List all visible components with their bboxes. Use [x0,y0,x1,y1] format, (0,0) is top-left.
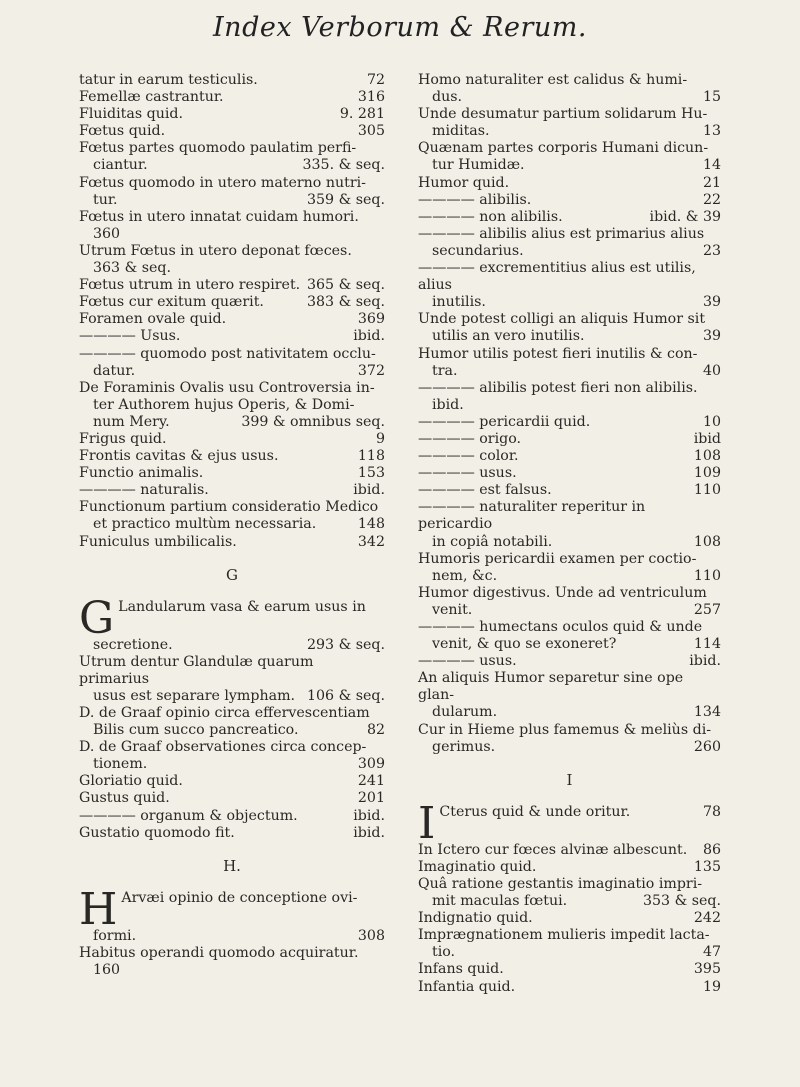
index-entry [418,619,721,636]
index-entry [418,89,721,106]
page-ref: 395 [693,961,721,978]
index-entry [418,797,721,849]
page-ref: 241 [357,773,385,790]
entry-text: An aliquis Humor separetur sine ope glan- [418,670,684,704]
entry-text: Utrum dentur Glandulæ quarum primarius [79,653,314,687]
page-ref: 305 [357,123,385,140]
index-entry [79,277,385,294]
entry-text: ———— usus. [418,653,517,670]
entry-text: ———— non alibilis. [418,208,563,225]
entry-text: venit. [432,601,473,618]
index-entry [418,636,721,653]
entry-text: Quâ ratione gestantis imaginatio impri- [418,875,703,892]
index-entry [79,226,385,243]
index-entry [418,123,721,140]
index-entry [418,260,721,294]
entry-text: datur. [93,362,136,379]
g-entries [79,592,385,842]
index-entry [418,893,721,910]
entry-text: Functio animalis. [79,465,204,482]
entry-text: Gustatio quomodo fit. [79,824,235,841]
index-entry [79,945,385,962]
entry-text: Gloriatio quid. [79,773,183,790]
index-entry [79,688,385,705]
i-entries [418,797,721,996]
entry-text: utilis an vero inutilis. [432,328,585,345]
page-ref: 135 [693,858,721,875]
page-ref: 86 [702,841,721,858]
index-entry [79,209,385,226]
index-entry [79,175,385,192]
entry-text: Gustus quid. [79,790,170,807]
index-entry [418,140,721,157]
entry-text: ibid. [432,396,464,413]
page-ref: 39 [702,294,721,311]
page-ref: 21 [702,174,721,191]
index-entry [79,883,385,935]
index-entry [79,516,385,533]
running-head: Index Verborum & Rerum. [213,12,587,43]
entry-text: Bilis cum succo pancreatico. [93,722,299,739]
entry-text: tur Humidæ. [432,157,525,174]
index-entry [79,363,385,380]
index-entry [79,380,385,397]
index-entry [79,260,385,277]
index-entry [79,773,385,790]
entry-text: Fluiditas quid. [79,106,183,123]
page-ref: 359 & seq. [307,191,385,208]
page-ref: 82 [366,722,385,739]
page-ref: 257 [693,601,721,618]
index-entry [418,499,721,533]
entry-text: Unde potest colligi an aliquis Humor sit [418,311,706,328]
left-column [79,72,385,979]
entry-text: ———— organum & objectum. [79,807,298,824]
entry-text: formi. [93,927,137,944]
page-ref: 110 [693,482,721,499]
index-entry [418,106,721,123]
entry-text: Humor digestivus. Unde ad ventriculum [418,584,707,601]
index-entry [79,825,385,842]
index-entry [79,808,385,825]
index-entry [418,209,721,226]
entry-text: Arvæi opinio de conceptione ovi- [121,889,358,906]
index-entry [418,175,721,192]
entry-text: Humor quid. [418,174,510,191]
page-ref: 114 [693,636,721,653]
entry-text: Homo naturaliter est calidus & humi- [418,72,688,88]
page-ref: 342 [357,533,385,550]
index-entry [418,927,721,944]
index-entry [79,243,385,260]
page-ref: 72 [366,72,385,88]
entry-text: Humor utilis potest fieri inutilis & con- [418,345,698,362]
entry-text: Fœtus cur exitum quærit. [79,294,264,311]
index-entry [418,363,721,380]
index-entry [418,876,721,893]
index-entry [79,346,385,363]
page-ref: 308 [357,927,385,944]
page-ref: 10 [702,413,721,430]
entry-text: tionem. [93,756,148,773]
entry-text: Cterus quid & unde oritur. [439,803,631,820]
index-entry [79,739,385,756]
page-ref: 335. & seq. [302,157,385,174]
index-entry [79,592,385,644]
index-entry [418,311,721,328]
entry-text: ———— est falsus. [418,482,552,499]
page-ref: 39 [702,328,721,345]
entry-text: De Foraminis Ovalis usu Controversia in- [79,379,375,396]
entry-text: dularum. [432,704,498,721]
entry-text: secundarius. [432,242,524,259]
entry-text: D. de Graaf observationes circa concep- [79,739,367,756]
entry-text: Infantia quid. [418,978,516,995]
index-entry [418,226,721,243]
entry-text: Imprægnationem mulieris impedit lacta- [418,927,710,944]
page-ref: ibid [693,430,721,447]
page-ref: 134 [693,704,721,721]
entry-text: in copiâ notabili. [432,533,553,550]
index-entry [418,739,721,756]
index-entry [79,89,385,106]
index-entry [418,448,721,465]
page-ref: 9 [375,430,385,447]
page-ref: 22 [702,191,721,208]
left-entries [79,72,385,551]
index-entry [79,72,385,89]
index-entry [418,380,721,397]
entry-text: In Ictero cur fœces alvinæ albescunt. [418,841,688,858]
index-entry [79,106,385,123]
page-ref: 399 & omnibus seq. [241,413,385,430]
entry-text: tatur in earum testiculis. [79,72,258,88]
drop-initial: I [418,797,436,849]
entry-text: ———— naturaliter reperitur in pericardio [418,499,646,533]
index-entry [418,294,721,311]
index-entry [418,551,721,568]
page-ref: 109 [693,465,721,482]
index-entry [418,653,721,670]
index-entry [79,499,385,516]
page-ref: 110 [693,567,721,584]
index-entry [418,979,721,996]
index-entry [418,910,721,927]
entry-text: inutilis. [432,294,486,311]
entry-text: ———— humectans oculos quid & unde [418,619,703,635]
index-entry [79,705,385,722]
entry-text: tra. [432,362,458,379]
entry-text: 363 & seq. [93,260,171,277]
page-ref: 153 [357,465,385,482]
index-entry [79,192,385,209]
entry-text: ———— color. [418,448,519,465]
index-entry [79,311,385,328]
index-entry [418,482,721,499]
page-ref: 40 [702,362,721,379]
page-ref: 108 [693,448,721,465]
index-entry [418,704,721,721]
index-entry [418,670,721,704]
index-entry [79,328,385,345]
index-entry [79,431,385,448]
index-entry [418,192,721,209]
entry-text: Foramen ovale quid. [79,311,227,328]
index-entry [418,72,721,89]
page-ref: 365 & seq. [307,277,385,294]
page-ref: 242 [693,910,721,927]
page-ref: ibid. [353,328,385,345]
page-ref: 372 [357,362,385,379]
index-entry [79,448,385,465]
index-entry [418,431,721,448]
entry-text: Fœtus quid. [79,123,166,140]
page-ref: 260 [693,738,721,755]
right-column [418,72,721,996]
index-entry [79,928,385,945]
page-ref: 118 [357,448,385,465]
entry-text: et practico multùm necessaria. [93,516,317,533]
entry-text: miditas. [432,123,490,140]
page-ref: 293 & seq. [307,636,385,653]
page-ref: 316 [357,89,385,106]
entry-text: ———— alibilis potest fieri non alibilis. [418,379,698,396]
page-ref: 47 [702,944,721,961]
entry-text: Femellæ castrantur. [79,89,224,106]
entry-text: D. de Graaf opinio circa effervescentiam [79,705,370,721]
drop-initial: G [79,592,115,644]
index-entry [79,637,385,654]
entry-text: mit maculas fœtui. [432,893,568,910]
section-letter-h: H. [223,856,241,875]
index-entry [79,140,385,157]
index-entry [79,397,385,414]
index-entry [79,294,385,311]
index-entry [79,123,385,140]
index-entry [79,534,385,551]
entry-text: ciantur. [93,157,148,174]
index-entry [418,534,721,551]
page-ref: 201 [357,790,385,807]
entry-text: ter Authorem hujus Operis, & Domi- [93,396,355,413]
index-entry [418,328,721,345]
page-ref: ibid. [353,482,385,499]
entry-text: Imaginatio quid. [418,858,537,875]
page-ref: 383 & seq. [307,294,385,311]
entry-text: Fœtus quomodo in utero materno nutri- [79,174,366,191]
index-entry [79,482,385,499]
section-letter-g: G [226,565,238,584]
index-entry [418,568,721,585]
index-entry [418,585,721,602]
page-ref: ibid. & 39 [649,208,721,225]
index-entry [418,722,721,739]
entry-text: Quænam partes corporis Humani dicun- [418,140,709,157]
entry-text: venit, & quo se exoneret? [432,636,617,653]
page-ref: 106 & seq. [307,687,385,704]
index-entry [418,243,721,260]
entry-text: ———— pericardii quid. [418,413,591,430]
entry-text: Infans quid. [418,961,504,978]
index-entry [79,722,385,739]
entry-text: 160 [93,961,121,978]
entry-text: 360 [93,225,121,242]
entry-text: Unde desumatur partium solidarum Hu- [418,106,708,123]
page-ref: 108 [693,533,721,550]
entry-text: Frontis cavitas & ejus usus. [79,448,279,465]
page-ref: 78 [702,803,721,820]
entry-text: tio. [432,944,456,961]
entry-text: Funiculus umbilicalis. [79,533,237,550]
index-entry [418,157,721,174]
section-letter-i: I [566,770,573,789]
index-entry [418,346,721,363]
entry-text: Landularum vasa & earum usus in [118,598,366,615]
index-entry [79,654,385,688]
index-entry [418,602,721,619]
entry-text: Fœtus in utero innatat cuidam humori. [79,208,359,225]
page-ref: 15 [702,89,721,106]
page-ref: 9. 281 [339,106,385,123]
entry-text: secretione. [93,636,173,653]
entry-text: Habitus operandi quomodo acquiratur. [79,944,359,961]
entry-text: usus est separare lympham. [93,687,296,704]
entry-text: ———— usus. [418,465,517,482]
right-entries [418,72,721,756]
entry-text: Humoris pericardii examen per coctio- [418,550,697,567]
page-ref: 19 [702,978,721,995]
page-ref: ibid. [353,824,385,841]
entry-text: Indignatio quid. [418,910,533,927]
page-ref: 353 & seq. [643,893,721,910]
entry-text: ———— Usus. [79,328,181,345]
index-entry [418,961,721,978]
index-entry [79,414,385,431]
index-entry [418,414,721,431]
entry-text: ———— alibilis. [418,191,532,208]
page-ref: 309 [357,756,385,773]
index-entry [418,465,721,482]
index-entry [79,962,385,979]
index-entry [418,859,721,876]
index-entry [79,465,385,482]
entry-text: Frigus quid. [79,430,167,447]
entry-text: gerimus. [432,738,496,755]
entry-text: ———— naturalis. [79,482,209,499]
index-entry [418,397,721,414]
page-ref: ibid. [689,653,721,670]
entry-text: dus. [432,89,463,106]
page-ref: 13 [702,123,721,140]
entry-text: ———— quomodo post nativitatem occlu- [79,345,376,362]
entry-text: Fœtus utrum in utero respiret. [79,277,301,294]
entry-text: ———— excrementitius alius est utilis, alius [418,260,696,294]
entry-text: num Mery. [93,413,170,430]
drop-initial: H [79,883,118,935]
entry-text: ———— alibilis alius est primarius alius [418,225,705,242]
entry-text: ———— origo. [418,430,522,447]
entry-text: nem, &c. [432,567,498,584]
page-ref: 23 [702,242,721,259]
entry-text: Utrum Fœtus in utero deponat fœces. [79,242,352,259]
entry-text: Fœtus partes quomodo paulatim perfi- [79,140,357,157]
page-ref: 148 [357,516,385,533]
entry-text: tur. [93,191,118,208]
entry-text: Cur in Hieme plus famemus & meliùs di- [418,721,712,738]
page-ref: 14 [702,157,721,174]
index-entry [79,157,385,174]
index-entry [418,944,721,961]
page-ref: ibid. [353,807,385,824]
entry-text: Functionum partium consideratio Medico [79,499,379,516]
h-entries [79,883,385,979]
index-entry [418,842,721,859]
index-entry [79,756,385,773]
page-ref: 369 [357,311,385,328]
index-entry [79,790,385,807]
